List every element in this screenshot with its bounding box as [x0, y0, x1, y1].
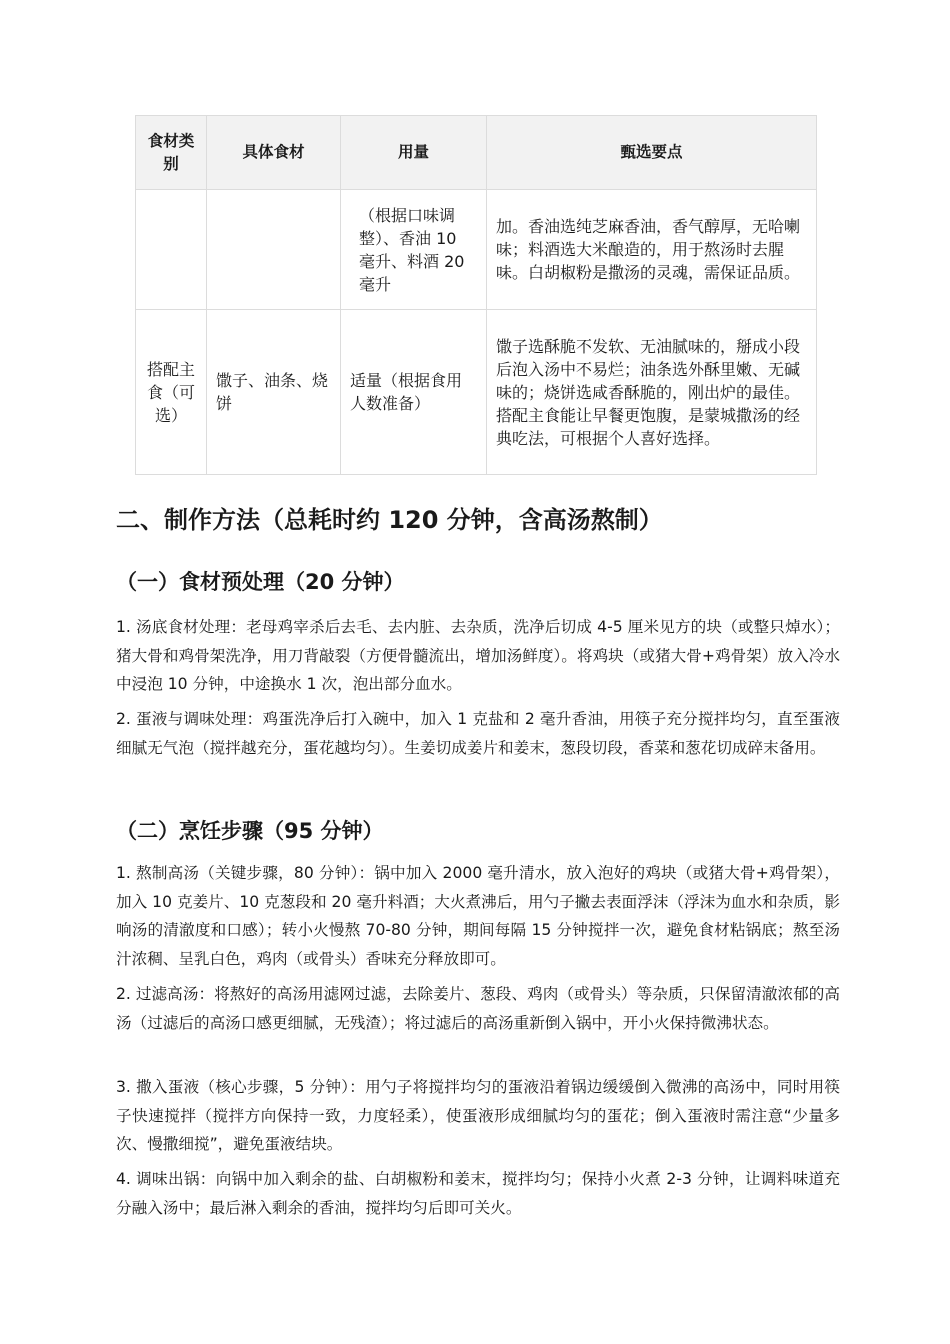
header-category: 食材类别: [136, 116, 207, 190]
paragraph-step: 1. 熬制高汤（关键步骤，80 分钟）：锅中加入 2000 毫升清水，放入泡好的鸡块（或猪大骨+鸡骨架），加入 10 克姜片、10 克葱段和 20 毫升料酒；大火煮沸后，用勺子撇去表面浮沫（浮沫为血水和杂质，影响汤的清澈度和口感）；转小火慢熬 70-80 分钟，期间每隔 15 分钟搅拌一次，避免食材粘锅底；熬至汤汁浓稠、呈乳白色，鸡肉（或骨头）香味充分释放即可。: [116, 864, 840, 968]
paragraph-step: 3. 撒入蛋液（核心步骤，5 分钟）：用勺子将搅拌均匀的蛋液沿着锅边缓缓倒入微沸的高汤中，同时用筷子快速搅拌（搅拌方向保持一致，力度轻柔），使蛋液形成细腻均匀的蛋花；倒入蛋液时需注意“少量多次、慢撒细搅”，避免蛋液结块。: [116, 1078, 840, 1153]
header-ingredients: 具体食材: [207, 116, 341, 190]
table-row: [136, 190, 817, 310]
paragraph-step: 2. 蛋液与调味处理：鸡蛋洗净后打入碗中，加入 1 克盐和 2 毫升香油，用筷子充分搅拌均匀，直至蛋液细腻无气泡（搅拌越充分，蛋花越均匀）。生姜切成姜片和姜末，葱段切段，香菜和葱花切成碎末备用。: [116, 710, 840, 757]
cell-notes: 馓子选酥脆不发软、无油腻味的，掰成小段后泡入汤中不易烂；油条选外酥里嫩、无碱味的；烧饼选咸香酥脆的，刚出炉的最佳。搭配主食能让早餐更饱腹，是蒙城撒汤的经典吃法，可根据个人喜好选择。: [487, 310, 817, 475]
cell-category: 搭配主食（可选）: [136, 310, 207, 475]
section-title: 二、制作方法（总耗时约 120 分钟，含高汤熬制）: [116, 506, 663, 534]
paragraph-step: 2. 过滤高汤：将熬好的高汤用滤网过滤，去除姜片、葱段、鸡肉（或骨头）等杂质，只保留清澈浓郁的高汤（过滤后的高汤口感更细腻，无残渣）；将过滤后的高汤重新倒入锅中，开小火保持微沸状态。: [116, 985, 840, 1032]
cell-ingredients: [207, 190, 341, 310]
paragraph-step: 4. 调味出锅：向锅中加入剩余的盐、白胡椒粉和姜末，搅拌均匀；保持小火煮 2-3 分钟，让调料味道充分融入汤中；最后淋入剩余的香油，搅拌均匀后即可关火。: [116, 1170, 840, 1217]
header-notes: 甄选要点: [487, 116, 817, 190]
cell-ingredients: 馓子、油条、烧饼: [207, 310, 341, 475]
subsection-title-prep: （一）食材预处理（20 分钟）: [116, 570, 405, 594]
header-amount: 用量: [341, 116, 487, 190]
table-header-row: [136, 116, 817, 190]
cell-notes: 加。香油选纯芝麻香油，香气醇厚，无哈喇味；料酒选大米酿造的，用于熬汤时去腥味。白胡椒粉是撒汤的灵魂，需保证品质。: [487, 190, 817, 310]
cell-category: [136, 190, 207, 310]
subsection-title-cooking: （二）烹饪步骤（95 分钟）: [116, 819, 384, 843]
paragraph-step: 1. 汤底食材处理：老母鸡宰杀后去毛、去内脏、去杂质，洗净后切成 4-5 厘米见方的块（或整只焯水）；猪大骨和鸡骨架洗净，用刀背敲裂（方便骨髓流出，增加汤鲜度）。将鸡块（或猪大骨+鸡骨架）放入冷水中浸泡 10 分钟，中途换水 1 次，泡出部分血水。: [116, 618, 840, 693]
table-row: [136, 310, 817, 475]
cell-amount: 适量（根据食用人数准备）: [341, 310, 487, 475]
ingredients-table: [135, 115, 817, 475]
cell-amount: （根据口味调整）、香油 10 毫升、料酒 20 毫升: [341, 190, 487, 310]
